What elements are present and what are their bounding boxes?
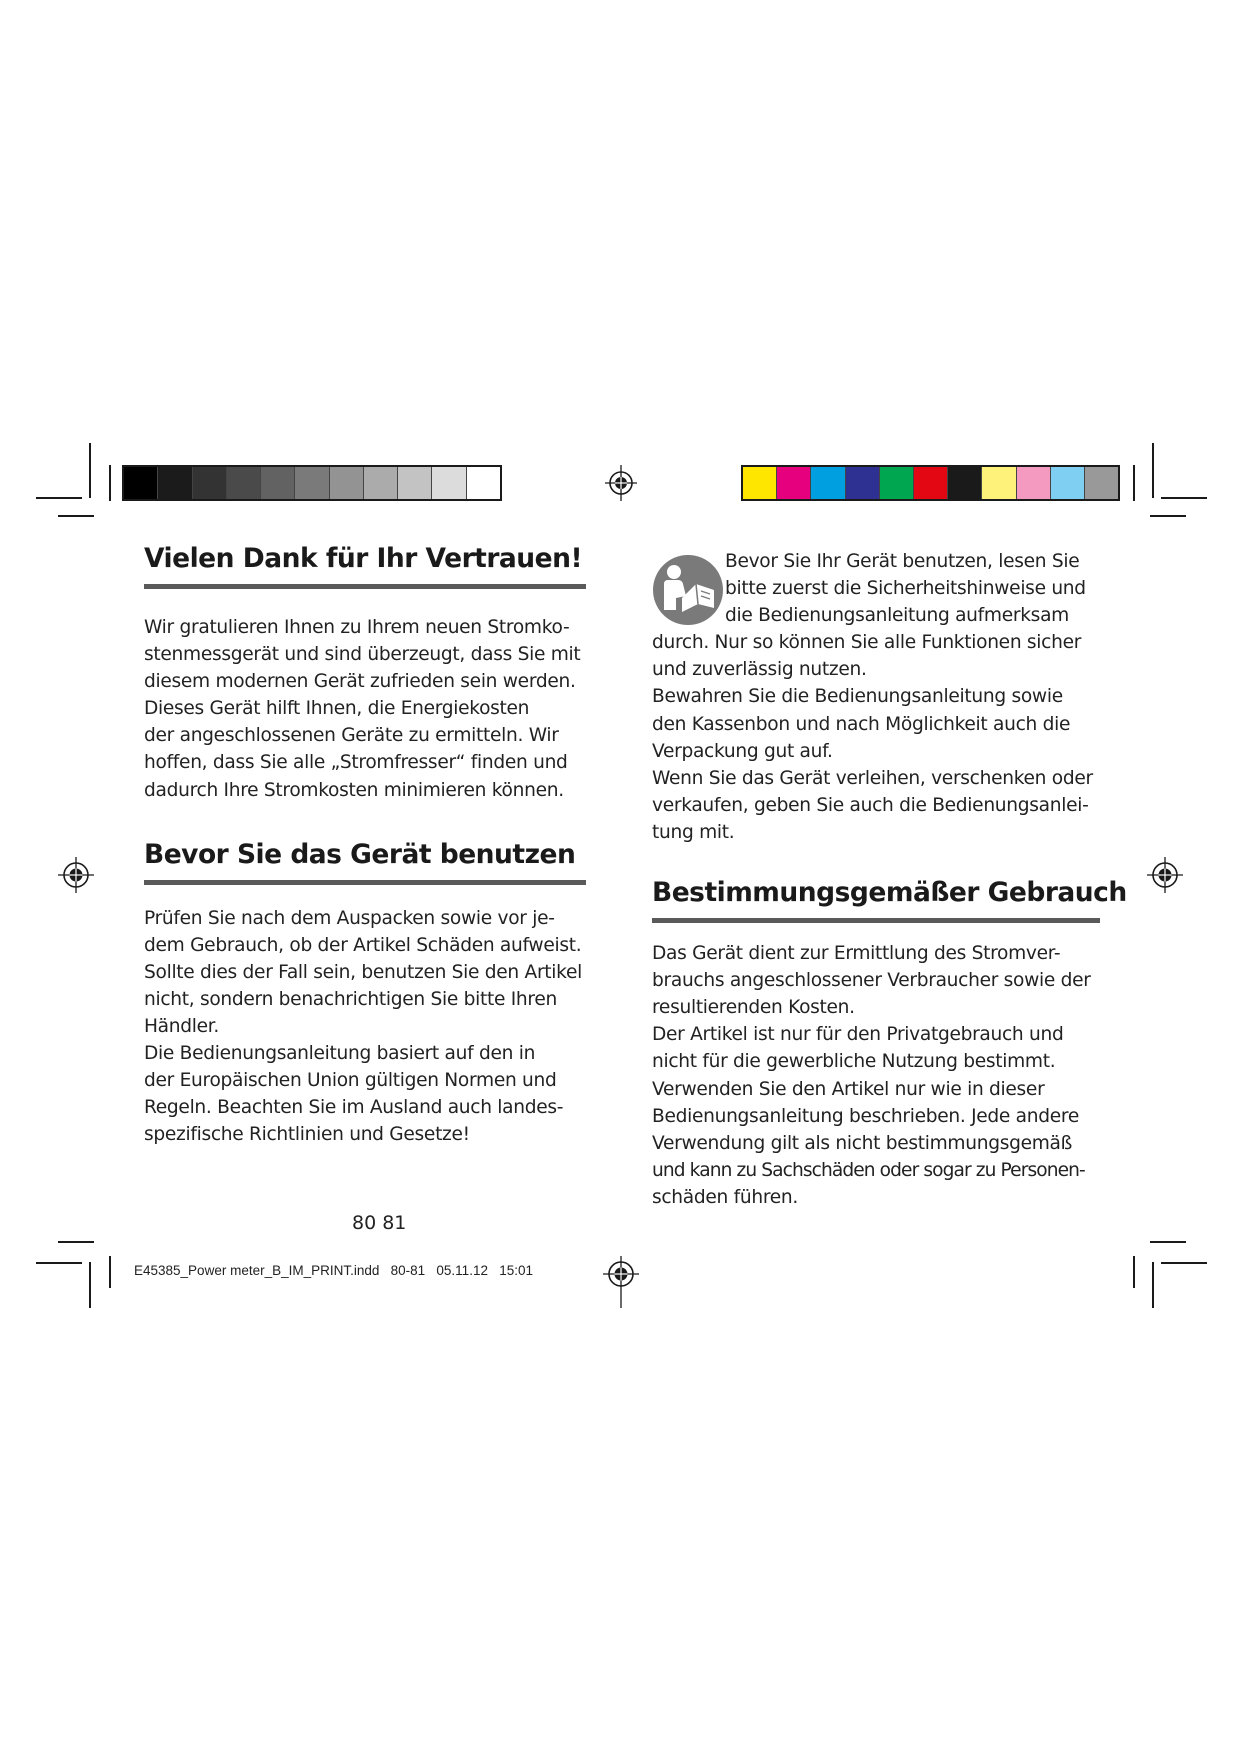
body-line: durch. Nur so können Sie alle Funktionen sicher — [652, 632, 1082, 654]
body-line: Prüfen Sie nach dem Auspacken sowie vor je- — [144, 907, 555, 929]
read-manual-icon — [652, 554, 724, 626]
body-line: den Kassenbon und nach Möglichkeit auch die — [652, 713, 1071, 735]
registration-mark-icon — [605, 465, 637, 501]
body-line: Händler. — [144, 1016, 220, 1038]
crop-mark — [89, 443, 91, 498]
body-line: dadurch Ihre Stromkosten minimieren können. — [144, 779, 564, 801]
crop-mark — [1152, 443, 1154, 498]
body-line: bitte zuerst die Sicherheitshinweise und — [725, 578, 1086, 600]
body-line: spezifische Richtlinien und Gesetze! — [144, 1124, 470, 1146]
body-line: hoffen, dass Sie alle „Stromfresser“ finden und — [144, 752, 568, 774]
body-line: dem Gebrauch, ob der Artikel Schäden aufweist. — [144, 934, 582, 956]
color-swatch — [1051, 467, 1085, 499]
color-swatch — [295, 467, 329, 499]
body-line: Wenn Sie das Gerät verleihen, verschenken oder — [652, 767, 1093, 789]
before-use-body — [144, 905, 586, 1149]
color-swatch — [948, 467, 982, 499]
body-line: und kann zu Sachschäden oder sogar zu Personen- — [652, 1159, 1085, 1181]
body-line: Verwendung gilt als nicht bestimmungsgemäß — [652, 1132, 1073, 1154]
registration-mark-icon — [603, 1256, 639, 1308]
color-swatch — [846, 467, 880, 499]
crop-mark — [1150, 515, 1186, 517]
color-swatch — [193, 467, 227, 499]
body-line: Dieses Gerät hilft Ihnen, die Energiekosten — [144, 698, 530, 720]
color-swatch — [811, 467, 845, 499]
body-line: die Bedienungsanleitung aufmerksam — [725, 605, 1069, 627]
color-swatch — [777, 467, 811, 499]
crop-mark — [1161, 497, 1207, 499]
color-swatch — [743, 467, 777, 499]
body-line: Verwenden Sie den Artikel nur wie in dieser — [652, 1078, 1045, 1100]
grayscale-color-bar — [122, 465, 502, 501]
body-line: Bewahren Sie die Bedienungsanleitung sowie — [652, 686, 1063, 708]
color-swatch — [330, 467, 364, 499]
registration-mark-icon — [1147, 857, 1183, 893]
color-swatch — [914, 467, 948, 499]
print-slug: E45385_Power meter_B_IM_PRINT.indd 80-81 05.11.12 15:01 — [134, 1263, 533, 1278]
color-swatch — [1085, 467, 1118, 499]
body-line: Der Artikel ist nur für den Privatgebrauch und — [652, 1024, 1064, 1046]
crop-mark — [58, 515, 94, 517]
crop-mark — [1133, 1256, 1135, 1288]
crop-mark — [58, 1241, 94, 1243]
body-line: nicht für die gewerbliche Nutzung bestimmt. — [652, 1051, 1056, 1073]
crop-mark — [1152, 1262, 1154, 1308]
color-swatch — [124, 467, 158, 499]
section-title-before-use: Bevor Sie das Gerät benutzen — [144, 839, 586, 885]
crop-mark — [1150, 1241, 1186, 1243]
left-page-column — [144, 543, 586, 1149]
body-line: Bevor Sie Ihr Gerät benutzen, lesen Sie — [725, 551, 1080, 572]
page-numbers: 80 81 — [352, 1212, 407, 1234]
crop-mark — [89, 1262, 91, 1308]
process-color-bar — [741, 465, 1120, 501]
thanks-body — [144, 614, 586, 804]
body-line: schäden führen. — [652, 1186, 799, 1208]
intended-use-body — [652, 940, 1100, 1211]
crop-mark — [36, 497, 82, 499]
body-line: Die Bedienungsanleitung basiert auf den in — [144, 1043, 536, 1065]
section-title-thanks: Vielen Dank für Ihr Vertrauen! — [144, 543, 586, 589]
crop-mark — [36, 1262, 82, 1264]
body-line: diesem modernen Gerät zufrieden sein werden. — [144, 671, 576, 693]
crop-mark — [109, 465, 111, 501]
body-line: tung mit. — [652, 821, 735, 843]
color-swatch — [364, 467, 398, 499]
body-line: der angeschlossenen Geräte zu ermitteln. Wir — [144, 725, 559, 747]
crop-mark — [1161, 1262, 1207, 1264]
body-line: resultierenden Kosten. — [652, 997, 855, 1019]
body-line: Regeln. Beachten Sie im Ausland auch landes- — [144, 1097, 564, 1119]
body-line: Bedienungsanleitung beschrieben. Jede andere — [652, 1105, 1079, 1127]
color-swatch — [1017, 467, 1051, 499]
color-swatch — [158, 467, 192, 499]
body-line: stenmessgerät und sind überzeugt, dass Sie mit — [144, 644, 581, 666]
color-swatch — [880, 467, 914, 499]
color-swatch — [432, 467, 466, 499]
section-title-intended-use: Bestimmungsgemäßer Gebrauch — [652, 877, 1100, 923]
right-page-column — [652, 548, 1127, 1211]
color-swatch — [398, 467, 432, 499]
color-swatch — [982, 467, 1016, 499]
crop-mark — [1133, 465, 1135, 501]
body-line: der Europäischen Union gültigen Normen und — [144, 1070, 557, 1092]
crop-mark — [109, 1256, 111, 1288]
color-swatch — [261, 467, 295, 499]
color-swatch — [467, 467, 500, 499]
body-line: verkaufen, geben Sie auch die Bedienungsanlei- — [652, 794, 1089, 816]
body-line: Wir gratulieren Ihnen zu Ihrem neuen Stromko- — [144, 617, 570, 638]
body-line: Das Gerät dient zur Ermittlung des Stromver- — [652, 943, 1061, 965]
body-line: brauchs angeschlossener Verbraucher sowie der — [652, 970, 1091, 992]
body-line: Verpackung gut auf. — [652, 740, 833, 762]
color-swatch — [227, 467, 261, 499]
registration-mark-icon — [58, 857, 94, 893]
body-line: Sollte dies der Fall sein, benutzen Sie den Artikel — [144, 961, 582, 983]
body-line: nicht, sondern benachrichtigen Sie bitte Ihren — [144, 988, 557, 1010]
body-line: und zuverlässig nutzen. — [652, 659, 867, 681]
